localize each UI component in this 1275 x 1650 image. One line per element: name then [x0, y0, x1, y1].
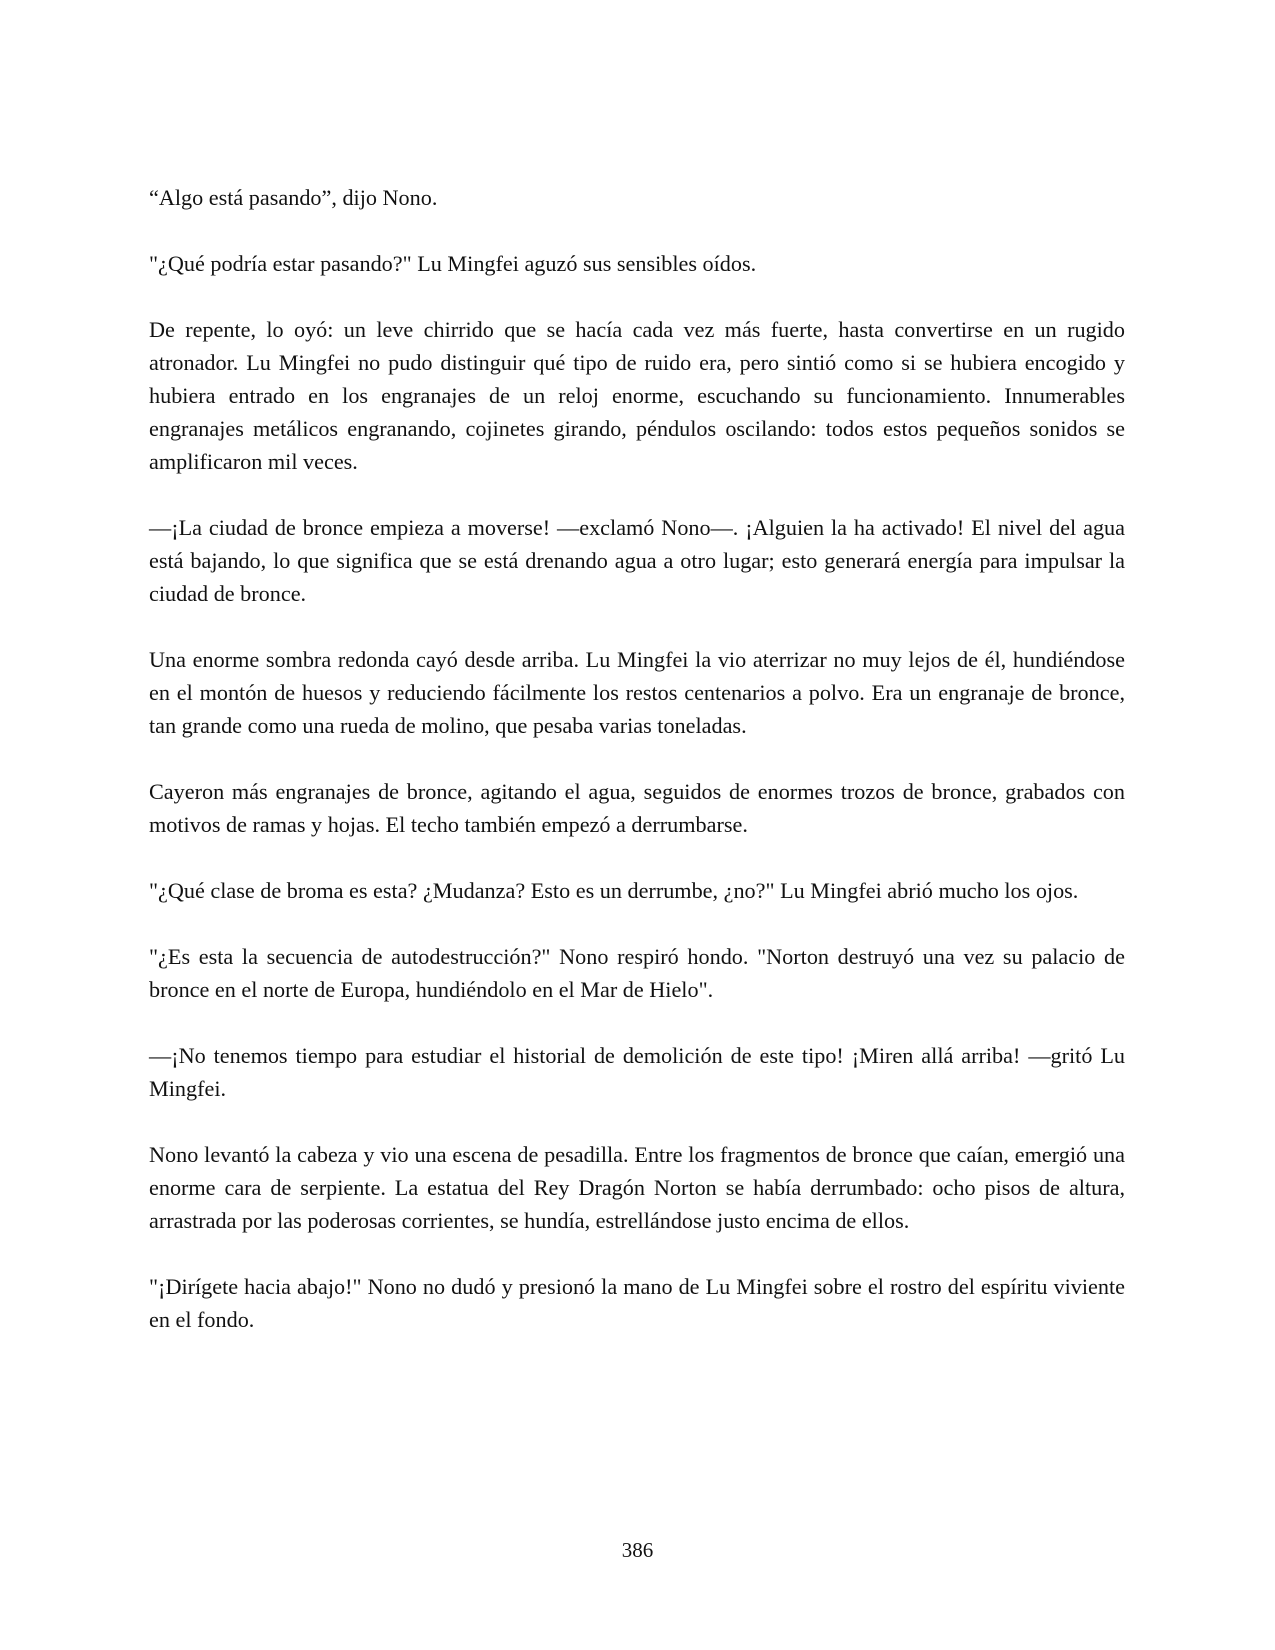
paragraph: “Algo está pasando”, dijo Nono. — [149, 185, 438, 210]
page-body — [149, 181, 1125, 1369]
paragraph: —¡No tenemos tiempo para estudiar el historial de demolición de este tipo! ¡Miren allá arriba! —gritó Lu Mingfei. — [149, 1043, 1125, 1101]
paragraph: Cayeron más engranajes de bronce, agitando el agua, seguidos de enormes trozos de bronce, grabados con motivos de ramas y hojas. El techo también empezó a derrumbarse. — [149, 779, 1125, 837]
paragraph: De repente, lo oyó: un leve chirrido que se hacía cada vez más fuerte, hasta convertirse en un rugido atronador. Lu Mingfei no pudo distinguir qué tipo de ruido era, pero sintió como si se hubiera encogido y hubiera entrado en los engranajes de un reloj enorme, escuchando su funcionamiento. Innumerables engranajes metálicos engranando, cojinetes girando, péndulos oscilando: todos estos pequeños sonidos se amplificaron mil veces. — [149, 317, 1125, 474]
paragraph: —¡La ciudad de bronce empieza a moverse! —exclamó Nono—. ¡Alguien la ha activado! El nivel del agua está bajando, lo que significa que se está drenando agua a otro lugar; esto generará energía para impulsar la ciudad de bronce. — [149, 515, 1125, 606]
paragraph: "¿Es esta la secuencia de autodestrucción?" Nono respiró hondo. "Norton destruyó una vez su palacio de bronce en el norte de Europa, hundiéndolo en el Mar de Hielo". — [149, 944, 1125, 1002]
page-number: 386 — [621, 1538, 654, 1562]
paragraph: "¿Qué podría estar pasando?" Lu Mingfei aguzó sus sensibles oídos. — [149, 251, 757, 276]
paragraph: "¿Qué clase de broma es esta? ¿Mudanza? Esto es un derrumbe, ¿no?" Lu Mingfei abrió mucho los ojos. — [149, 878, 1079, 903]
paragraph: Una enorme sombra redonda cayó desde arriba. Lu Mingfei la vio aterrizar no muy lejos de él, hundiéndose en el montón de huesos y reduciendo fácilmente los restos centenarios a polvo. Era un engranaje de bronce, tan grande como una rueda de molino, que pesaba varias toneladas. — [149, 647, 1125, 738]
paragraph: Nono levantó la cabeza y vio una escena de pesadilla. Entre los fragmentos de bronce que caían, emergió una enorme cara de serpiente. La estatua del Rey Dragón Norton se había derrumbado: ocho pisos de altura, arrastrada por las poderosas corrientes, se hundía, estrellándose justo encima de ellos. — [149, 1142, 1125, 1233]
paragraph: "¡Dirígete hacia abajo!" Nono no dudó y presionó la mano de Lu Mingfei sobre el rostro del espíritu viviente en el fondo. — [149, 1274, 1125, 1332]
